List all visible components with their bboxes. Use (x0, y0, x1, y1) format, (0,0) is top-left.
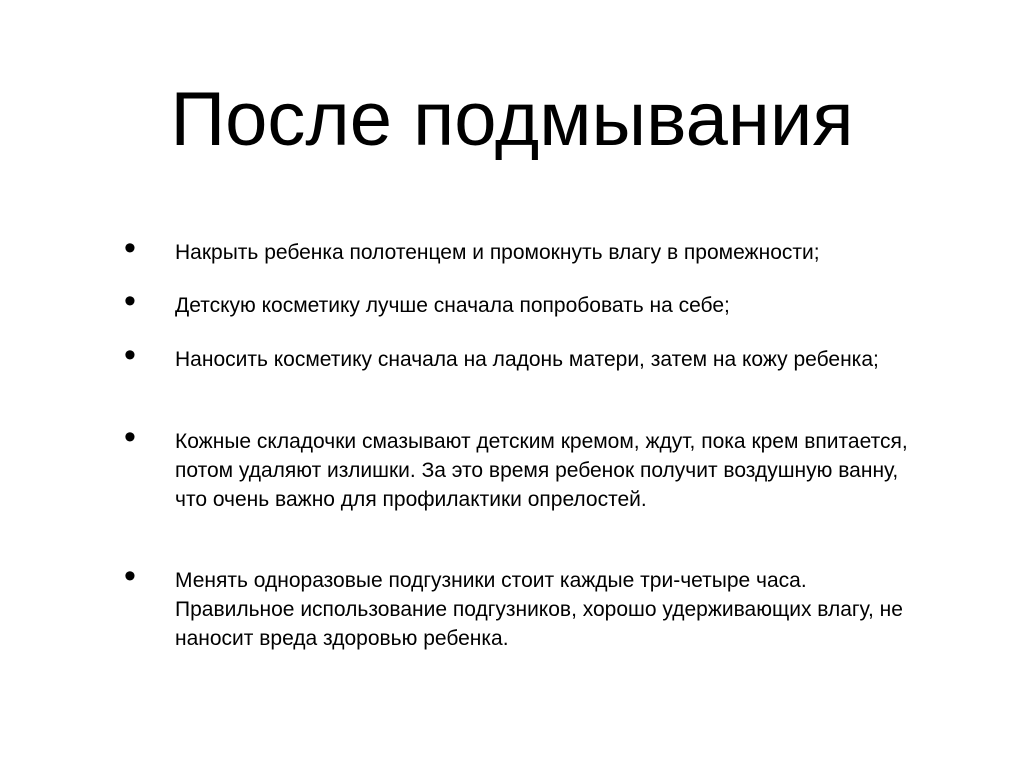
bullet-icon: • (124, 336, 136, 374)
bullet-text: Кожные складочки смазывают детским кремом, ждут, пока крем впитается, потом удаляют излишки. За это время ребенок получит воздушную ванну, что очень важно для профилактики опрелостей. (175, 430, 908, 511)
bullet-text: Наносить косметику сначала на ладонь матери, затем на кожу ребенка; (175, 348, 879, 371)
slide-title: После подмывания (170, 77, 854, 162)
bullet-text: Накрыть ребенка полотенцем и промокнуть влагу в промежности; (175, 241, 820, 264)
bullet-text: Детскую косметику лучше сначала попробовать на себе; (175, 294, 730, 317)
bullet-icon: • (124, 418, 136, 456)
bullet-icon: • (124, 557, 136, 595)
bullet-text: Менять одноразовые подгузники стоит каждые три-четыре часа. Правильное использование подгузников, хорошо удерживающих влагу, не наносит вреда здоровью ребенка. (175, 569, 903, 650)
bullet-icon: • (124, 282, 136, 320)
bullet-icon: • (124, 229, 136, 267)
